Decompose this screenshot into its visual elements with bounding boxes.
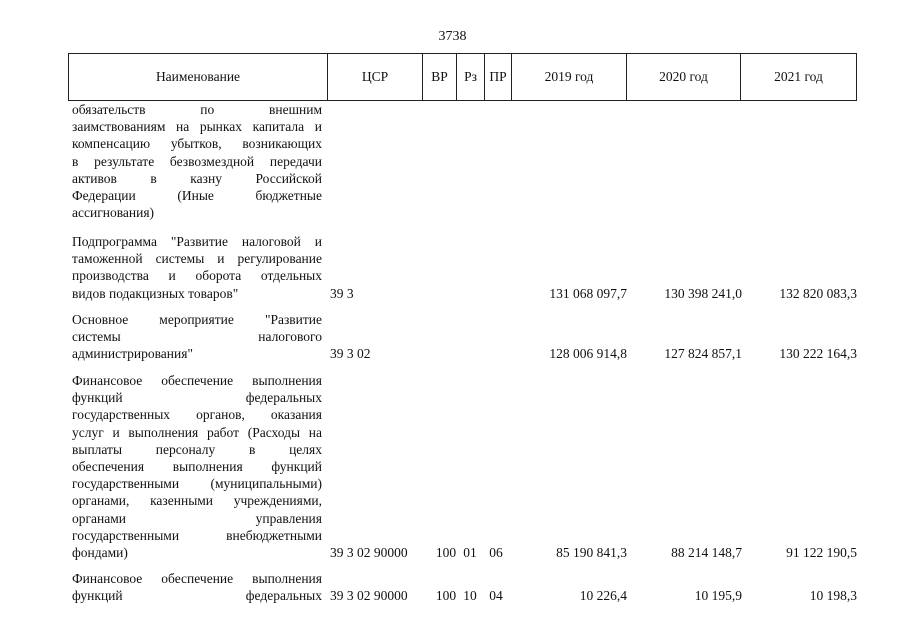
row-name (72, 233, 322, 302)
column-header-vr: ВР (423, 54, 457, 100)
row-name-line: функций федеральных (72, 588, 322, 604)
row-name (72, 570, 322, 604)
column-header-name: Наименование (69, 54, 328, 100)
row-2019: 128 006 914,8 (549, 346, 627, 362)
row-2020: 127 824 857,1 (664, 346, 742, 362)
page-number: 3738 (438, 29, 467, 44)
row-name-line: обеспечения выполнения функций (72, 459, 322, 475)
column-header-2021: 2021 год (774, 69, 823, 84)
row-csr: 39 3 02 (330, 346, 371, 362)
row-2021: 10 198,3 (809, 588, 857, 604)
row-name-line: фондами) (72, 545, 128, 561)
column-header-csr: ЦСР (328, 54, 423, 100)
row-csr: 39 3 (330, 285, 354, 301)
row-name-line: заимствованиям на рынках капитала и (72, 119, 322, 135)
row-name-line: органами управления (72, 510, 322, 526)
row-name-line: Основное мероприятие "Развитие (72, 312, 322, 327)
row-name-line: услуг и выполнения работ (Расходы на (72, 424, 322, 440)
row-pr: 06 (489, 545, 503, 560)
row-name-line: органами, казенными учреждениями, (72, 493, 322, 509)
row-rz: 10 (463, 588, 477, 604)
row-name-line: Федерации (Иные бюджетные (72, 188, 322, 204)
row-csr: 39 3 02 90000 (330, 588, 408, 604)
row-name-line: ассигнования) (72, 205, 155, 221)
row-name-line: производства и оборота отдельных (72, 268, 322, 284)
row-name-line: системы налогового (72, 329, 322, 345)
row-rz: 01 (463, 545, 477, 560)
row-name-line: компенсацию убытков, возникающих (72, 136, 322, 152)
column-header-pr: ПР (485, 54, 512, 100)
row-2021: 132 820 083,3 (779, 285, 857, 301)
row-csr: 39 3 02 90000 (330, 545, 408, 560)
row-2020: 10 195,9 (694, 588, 742, 604)
row-name (72, 372, 322, 561)
row-name-line: государственных органов, оказания (72, 407, 322, 423)
column-header-2020: 2020 год (627, 54, 741, 100)
row-name-line: государственными внебюджетными (72, 527, 322, 543)
row-2021: 130 222 164,3 (779, 346, 857, 362)
row-name-line: функций федеральных (72, 390, 322, 406)
row-name-line: таможенной системы и регулирование (72, 251, 322, 267)
row-vr: 100 (435, 588, 457, 604)
row-2020: 88 214 148,7 (671, 545, 742, 560)
row-name-line: государственными (муниципальными) (72, 476, 322, 492)
row-name-line: выплаты персоналу в целях (72, 441, 322, 457)
row-2019: 10 226,4 (579, 588, 627, 604)
row-name-line: Финансовое обеспечение выполнения (72, 571, 322, 586)
column-header-rz: Рз (457, 54, 485, 100)
row-pr: 04 (489, 588, 503, 604)
row-name (72, 101, 322, 221)
row-name-line: Финансовое обеспечение выполнения (72, 373, 322, 388)
row-name (72, 311, 322, 363)
row-name-line: видов подакцизных товаров" (72, 285, 239, 301)
row-2020: 130 398 241,0 (664, 285, 742, 301)
row-name-line: Подпрограмма "Развитие налоговой и (72, 234, 322, 249)
table-header (68, 53, 857, 101)
column-header-2019: 2019 год (512, 54, 627, 100)
row-name-line: в результате безвозмездной передачи (72, 153, 322, 169)
row-2019: 85 190 841,3 (556, 545, 627, 560)
row-name-line: обязательств по внешним (72, 102, 322, 117)
row-name-line: администрирования" (72, 346, 193, 362)
row-name-line: активов в казну Российской (72, 170, 322, 186)
row-2019: 131 068 097,7 (549, 285, 627, 301)
row-vr: 100 (435, 545, 457, 560)
row-2021: 91 122 190,5 (786, 545, 857, 560)
